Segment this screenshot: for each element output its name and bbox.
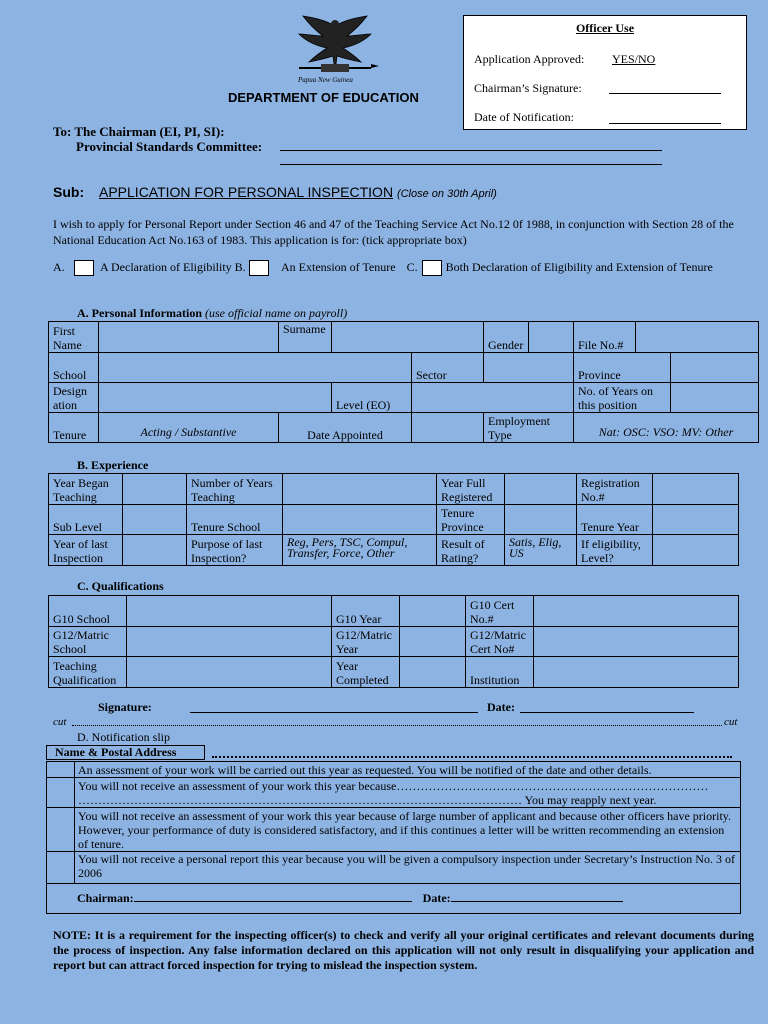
chairman-signature-field[interactable]: [609, 93, 721, 94]
g12-cert-field[interactable]: [534, 627, 739, 657]
designation-field[interactable]: [99, 383, 332, 413]
year-began-label: Year Began Teaching: [49, 474, 123, 505]
section-c-heading: C. Qualifications: [77, 579, 164, 593]
tenure-school-label: Tenure School: [187, 505, 283, 535]
notification-date-label: Date of Notification:: [474, 110, 574, 124]
gender-field[interactable]: [529, 322, 574, 353]
msg2-cell: You will not receive an assessment of your work this year because…………………………………………………………………… ………………………………………………………………………………………………… You may reapply next year.: [75, 778, 741, 808]
addressee-line2: Provincial Standards Committee:: [76, 139, 263, 154]
g12-school-field[interactable]: [127, 627, 332, 657]
tenure-province-field[interactable]: [505, 505, 577, 535]
employment-options[interactable]: Nat: OSC: VSO: MV: Other: [574, 413, 759, 443]
g12-year-field[interactable]: [400, 627, 466, 657]
purpose-options[interactable]: Reg, Pers, TSC, Compul, Transfer, Force, Other: [283, 535, 437, 566]
tenure-year-label: Tenure Year: [577, 505, 653, 535]
year-completed-field[interactable]: [400, 657, 466, 688]
result-options[interactable]: Satis, Elig, US: [505, 535, 577, 566]
officer-use-box: [463, 15, 747, 130]
g10-year-field[interactable]: [400, 596, 466, 627]
signature-date-label: Date: [487, 700, 511, 714]
file-no-label: File No.#: [574, 322, 636, 353]
year-began-field[interactable]: [123, 474, 187, 505]
cut-left: cut: [53, 716, 67, 728]
g12-cert-label: G12/Matric Cert No#: [466, 627, 534, 657]
purpose-last-label: Purpose of last Inspection?: [187, 535, 283, 566]
school-field[interactable]: [99, 353, 412, 383]
section-a-heading: [77, 306, 347, 321]
year-last-label: Year of last Inspection: [49, 535, 123, 566]
intro-text: I wish to apply for Personal Report under Section 46 and 47 of the Teaching Service Act No.12 0f 1988, in conjunction with Section 28 of the National Education Act No.163 of 1983. This application is for: (tick appropriate box): [53, 217, 734, 247]
first-name-label: First Name: [49, 322, 99, 353]
result-rating-label: Result of Rating?: [437, 535, 505, 566]
chairman-signature-label: Chairman’s Signature:: [474, 81, 582, 95]
signature-label: Signature: [98, 700, 148, 714]
province-field[interactable]: [671, 353, 759, 383]
chairman-date-field[interactable]: [451, 901, 623, 902]
tenure-province-label: Tenure Province: [437, 505, 505, 535]
number-years-field[interactable]: [283, 474, 437, 505]
signature-field[interactable]: [190, 712, 478, 713]
subject-label: Sub:: [53, 184, 85, 200]
g10-year-label: G10 Year: [332, 596, 400, 627]
g12-year-label: G12/Matric Year: [332, 627, 400, 657]
number-years-label: Number of Years Teaching: [187, 474, 283, 505]
tenure-options[interactable]: Acting / Substantive: [99, 413, 279, 443]
tenure-label: Tenure: [49, 413, 99, 443]
approved-value: YES/NO: [612, 52, 656, 66]
date-appointed-label: Date Appointed: [279, 413, 412, 443]
registration-label: Registration No.#: [577, 474, 653, 505]
msg3-text: You will not receive an assessment of your work this year because of large number of applicant and because other officers have priority. However, your performance of duty is considered satisfactory, and if this continues a letter will be written recommending an extension of tenure.: [75, 808, 741, 852]
chairman-label: Chairman:: [77, 891, 134, 905]
addressee-field-2[interactable]: [280, 164, 662, 165]
section-a-note: (use official name on payroll): [205, 306, 348, 320]
year-last-field[interactable]: [123, 535, 187, 566]
option-a-letter: A.: [53, 260, 65, 274]
level-label: Level (EO): [332, 383, 412, 413]
department-title: DEPARTMENT OF EDUCATION: [228, 90, 419, 105]
surname-label: Surname: [279, 322, 332, 353]
date-appointed-field[interactable]: [412, 413, 484, 443]
option-c-checkbox[interactable]: [422, 260, 442, 276]
sector-field[interactable]: [484, 353, 574, 383]
signature-row: Signature:: [98, 700, 152, 714]
cut-line: [72, 725, 722, 726]
first-name-field[interactable]: [99, 322, 279, 353]
year-full-label: Year Full Registered: [437, 474, 505, 505]
note-text: NOTE: It is a requirement for the inspecting officer(s) to check and verify all your original certificates and relevant documents during the process of inspection. Any false information declared on this application will not only result in disqualifying your application and report but can attract forced inspection for trying to mislead the inspection system.: [53, 928, 754, 972]
g10-cert-label: G10 Cert No.#: [466, 596, 534, 627]
msg1-checkbox[interactable]: [47, 762, 75, 778]
msg2-text: You will not receive an assessment of your work this year because: [78, 778, 397, 793]
option-a-checkbox[interactable]: [74, 260, 94, 276]
chairman-row: [47, 884, 741, 914]
addressee-line1: To: The Chairman (EI, PI, SI):: [53, 124, 225, 139]
tenure-school-field[interactable]: [283, 505, 437, 535]
institution-label: Institution: [466, 657, 534, 688]
msg4-text: You will not receive a personal report this year because you will be given a compulsory inspection under Secretary’s Instruction No. 3 of 2006: [75, 852, 741, 884]
sub-level-label: Sub Level: [49, 505, 123, 535]
cut-right: cut: [724, 716, 738, 728]
if-eligibility-field[interactable]: [653, 535, 739, 566]
school-label: School: [49, 353, 99, 383]
name-address-label: Name & Postal Address: [46, 745, 205, 760]
name-address-field[interactable]: [212, 756, 732, 758]
signature-date-row: Date:: [487, 700, 515, 714]
years-position-label: No. of Years on this position: [574, 383, 671, 413]
g12-school-label: G12/Matric School: [49, 627, 127, 657]
qualifications-table: [48, 595, 739, 688]
employment-type-label: Employment Type: [484, 413, 574, 443]
option-c-letter: C.: [406, 260, 418, 274]
chairman-field[interactable]: [134, 901, 412, 902]
if-eligibility-label: If eligibility, Level?: [577, 535, 653, 566]
level-field[interactable]: [412, 383, 574, 413]
teaching-qual-field[interactable]: [127, 657, 332, 688]
years-position-field[interactable]: [671, 383, 759, 413]
province-label: Province: [574, 353, 671, 383]
g10-school-field[interactable]: [127, 596, 332, 627]
addressee-field-1[interactable]: [280, 150, 662, 151]
msg1-text: An assessment of your work will be carried out this year as requested. You will be notified of the date and other details.: [75, 762, 741, 778]
personal-info-table: [48, 321, 759, 443]
msg4-checkbox[interactable]: [47, 852, 75, 884]
teaching-qual-label: Teaching Qualification: [49, 657, 127, 688]
subject-title: [99, 184, 497, 200]
option-c-text: Both Declaration of Eligibility and Extension of Tenure: [445, 260, 713, 274]
subject-note: (Close on 30th April): [396, 188, 497, 200]
experience-table: [48, 473, 739, 566]
officer-use-title: Officer Use: [575, 21, 635, 35]
designation-label: Design ation: [49, 383, 99, 413]
signature-date-field[interactable]: [520, 712, 694, 713]
subject-title-text: APPLICATION FOR PERSONAL INSPECTION: [99, 184, 394, 200]
option-a-text: A Declaration of Eligibility B.: [100, 260, 246, 274]
tenure-year-field[interactable]: [653, 505, 739, 535]
notification-date-field[interactable]: [609, 123, 721, 124]
registration-field[interactable]: [653, 474, 739, 505]
section-a-title: A. Personal Information: [77, 306, 202, 320]
sub-level-field[interactable]: [123, 505, 187, 535]
year-full-field[interactable]: [505, 474, 577, 505]
application-options: [53, 260, 713, 276]
institution-field[interactable]: [534, 657, 739, 688]
section-b-heading: B. Experience: [77, 458, 149, 472]
msg2-checkbox[interactable]: [47, 778, 75, 808]
emblem-caption: Papua New Guinea: [298, 76, 353, 84]
g10-cert-field[interactable]: [534, 596, 739, 627]
option-b-checkbox[interactable]: [249, 260, 269, 276]
year-completed-label: Year Completed: [332, 657, 400, 688]
gender-label: Gender: [484, 322, 529, 353]
section-d-heading: D. Notification slip: [77, 730, 170, 744]
msg2-reapply: You may reapply next year.: [524, 792, 657, 807]
surname-field[interactable]: [332, 322, 484, 353]
option-b-text: An Extension of Tenure: [281, 260, 396, 274]
notification-table: [46, 761, 741, 914]
approved-label: Application Approved:: [474, 52, 585, 66]
msg3-checkbox[interactable]: [47, 808, 75, 852]
chairman-date-label: Date:: [422, 891, 451, 905]
g10-school-label: G10 School: [49, 596, 127, 627]
sector-label: Sector: [412, 353, 484, 383]
file-no-field[interactable]: [636, 322, 759, 353]
